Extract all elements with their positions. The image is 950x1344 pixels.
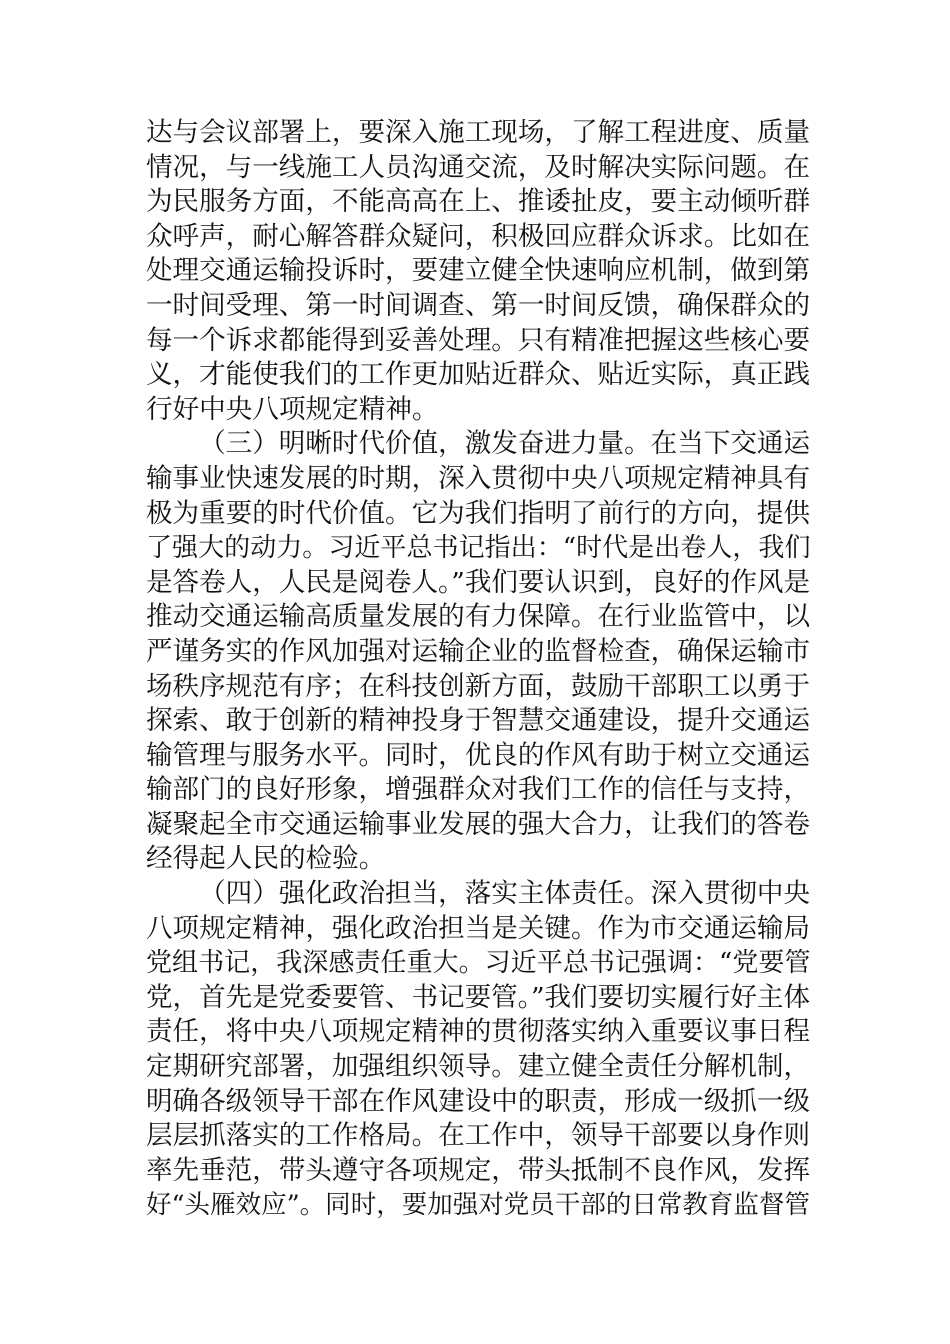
- text-line: 层层抓落实的工作格局。在工作中，领导干部要以身作则: [146, 1120, 810, 1152]
- paragraph-section-three: [146, 427, 810, 877]
- text-line: 了强大的动力。习近平总书记指出：“时代是出卷人，我们: [146, 533, 811, 564]
- text-line: 党，首先是党委要管、书记要管。”我们要切实履行好主体: [146, 981, 810, 1013]
- text-line: 输部门的良好形象，增强群众对我们工作的信任与支持，: [146, 774, 810, 806]
- text-line: 责任，将中央八项规定精神的贯彻落实纳入重要议事日程: [146, 1016, 810, 1048]
- text-line: 一时间受理、第一时间调查、第一时间反馈，确保群众的: [146, 289, 810, 321]
- text-line: 行好中央八项规定精神。: [146, 393, 439, 425]
- text-line: 情况，与一线施工人员沟通交流，及时解决实际问题。在: [146, 151, 810, 183]
- text-line: 输事业快速发展的时期，深入贯彻中央八项规定精神具有: [146, 462, 810, 494]
- text-line: 众呼声，耐心解答群众疑问，积极回应群众诉求。比如在: [146, 220, 810, 252]
- text-line: 探索、敢于创新的精神投身于智慧交通建设，提升交通运: [146, 705, 810, 737]
- text-line: 达与会议部署上，要深入施工现场，了解工程进度、质量: [146, 117, 810, 148]
- paragraph-section-four: [146, 877, 810, 1223]
- document-body: [146, 116, 810, 1223]
- text-line: 党组书记，我深感责任重大。习近平总书记强调：“党要管: [146, 948, 811, 979]
- text-line: （四）强化政治担当，落实主体责任。深入贯彻中央: [199, 878, 810, 910]
- text-line: 输管理与服务水平。同时，优良的作风有助于树立交通运: [146, 739, 810, 771]
- text-line: 极为重要的时代价值。它为我们指明了前行的方向，提供: [146, 497, 810, 529]
- text-line: 严谨务实的作风加强对运输企业的监督检查，确保运输市: [146, 635, 810, 667]
- text-line: 处理交通运输投诉时，要建立健全快速响应机制，做到第: [146, 255, 810, 287]
- text-line: 场秩序规范有序；在科技创新方面，鼓励干部职工以勇于: [146, 670, 810, 702]
- text-line: 率先垂范，带头遵守各项规定，带头抵制不良作风，发挥: [146, 1154, 810, 1186]
- text-line: 八项规定精神，强化政治担当是关键。作为市交通运输局: [146, 912, 810, 944]
- text-line: 推动交通运输高质量发展的有力保障。在行业监管中，以: [146, 601, 810, 633]
- text-line: 好“头雁效应”。同时，要加强对党员干部的日常教育监督管: [146, 1190, 810, 1221]
- text-line: （三）明晰时代价值，激发奋进力量。在当下交通运: [199, 428, 810, 460]
- text-line: 定期研究部署，加强组织领导。建立健全责任分解机制，: [146, 1051, 810, 1083]
- text-line: 凝聚起全市交通运输事业发展的强大合力，让我们的答卷: [146, 808, 810, 840]
- text-line: 经得起人民的检验。: [146, 843, 386, 875]
- paragraph-continuation: [146, 116, 810, 427]
- text-line: 是答卷人，人民是阅卷人。”我们要认识到，良好的作风是: [146, 566, 810, 598]
- text-line: 为民服务方面，不能高高在上、推诿扯皮，要主动倾听群: [146, 186, 810, 218]
- text-line: 明确各级领导干部在作风建设中的职责，形成一级抓一级: [146, 1085, 810, 1117]
- text-line: 义，才能使我们的工作更加贴近群众、贴近实际，真正践: [146, 359, 810, 391]
- text-line: 每一个诉求都能得到妥善处理。只有精准把握这些核心要: [146, 324, 810, 356]
